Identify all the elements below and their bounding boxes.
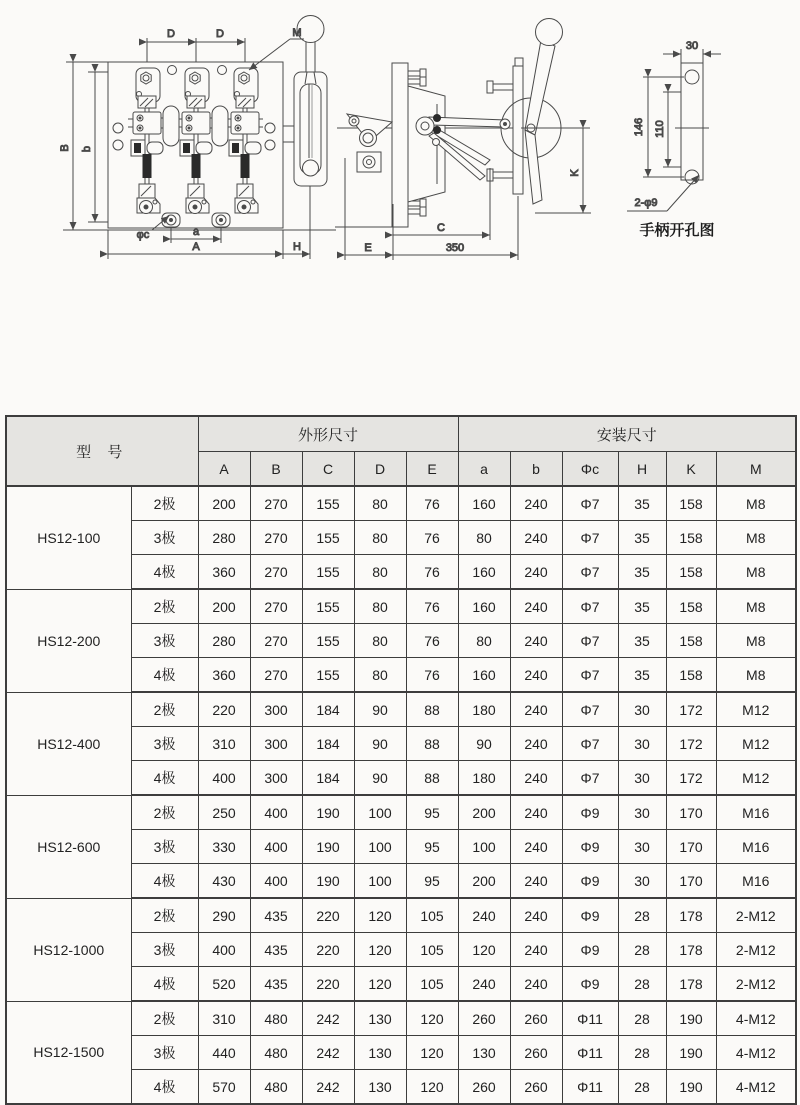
value-cell: 240 (510, 658, 562, 693)
value-cell: 172 (666, 692, 716, 727)
header-col-D: D (354, 452, 406, 487)
poles-cell: 4极 (131, 1070, 198, 1105)
value-cell: 260 (458, 1001, 510, 1036)
dim-label-H: H (293, 241, 301, 253)
value-cell: 172 (666, 727, 716, 761)
value-cell: 430 (198, 864, 250, 899)
value-cell: 300 (250, 692, 302, 727)
value-cell: 158 (666, 589, 716, 624)
value-cell: 90 (354, 727, 406, 761)
value-cell: 2-M12 (716, 967, 796, 1002)
value-cell: 178 (666, 967, 716, 1002)
model-cell: HS12-400 (6, 692, 131, 795)
value-cell: 155 (302, 486, 354, 521)
value-cell: 190 (302, 864, 354, 899)
header-col-A: A (198, 452, 250, 487)
dim-label-350: 350 (445, 242, 465, 254)
poles-cell: 3极 (131, 830, 198, 864)
value-cell: 190 (666, 1070, 716, 1105)
value-cell: Φ11 (562, 1001, 618, 1036)
handle-cutout-drawing (615, 25, 795, 260)
value-cell: 35 (618, 658, 666, 693)
header-col-E: E (406, 452, 458, 487)
value-cell: 28 (618, 933, 666, 967)
poles-cell: 4极 (131, 864, 198, 899)
poles-cell: 2极 (131, 898, 198, 933)
value-cell: Φ11 (562, 1070, 618, 1105)
value-cell: 240 (510, 589, 562, 624)
value-cell: 120 (354, 898, 406, 933)
poles-cell: 3极 (131, 521, 198, 555)
value-cell: 30 (618, 727, 666, 761)
value-cell: 80 (354, 624, 406, 658)
value-cell: 28 (618, 898, 666, 933)
value-cell: 184 (302, 761, 354, 796)
value-cell: 130 (354, 1001, 406, 1036)
value-cell: 105 (406, 933, 458, 967)
value-cell: 240 (510, 555, 562, 590)
value-cell: Φ7 (562, 589, 618, 624)
value-cell: Φ9 (562, 795, 618, 830)
value-cell: Φ9 (562, 933, 618, 967)
value-cell: 172 (666, 761, 716, 796)
value-cell: 570 (198, 1070, 250, 1105)
value-cell: 28 (618, 967, 666, 1002)
header-mounting-group: 安装尺寸 (458, 416, 796, 452)
value-cell: 260 (510, 1036, 562, 1070)
value-cell: 270 (250, 521, 302, 555)
value-cell: 155 (302, 624, 354, 658)
value-cell: 160 (458, 555, 510, 590)
value-cell: 90 (458, 727, 510, 761)
value-cell: 240 (510, 486, 562, 521)
value-cell: 155 (302, 658, 354, 693)
front-handle (283, 16, 327, 187)
value-cell: 280 (198, 521, 250, 555)
value-cell: Φ7 (562, 761, 618, 796)
side-handle (487, 19, 563, 205)
value-cell: 520 (198, 967, 250, 1002)
value-cell: 100 (354, 830, 406, 864)
value-cell: 88 (406, 692, 458, 727)
value-cell: 30 (618, 761, 666, 796)
value-cell: 158 (666, 521, 716, 555)
poles-cell: 2极 (131, 589, 198, 624)
value-cell: 240 (510, 864, 562, 899)
dim-label-d1: D (167, 28, 175, 40)
value-cell: 160 (458, 486, 510, 521)
value-cell: 35 (618, 486, 666, 521)
value-cell: 190 (666, 1036, 716, 1070)
value-cell: 120 (458, 933, 510, 967)
value-cell: M16 (716, 864, 796, 899)
value-cell: 4-M12 (716, 1001, 796, 1036)
value-cell: 158 (666, 555, 716, 590)
value-cell: 310 (198, 727, 250, 761)
value-cell: 280 (198, 624, 250, 658)
dim-label-phic: φc (136, 229, 150, 241)
value-cell: 240 (510, 692, 562, 727)
value-cell: 120 (406, 1036, 458, 1070)
value-cell: 240 (458, 967, 510, 1002)
table-row (6, 795, 796, 830)
value-cell: Φ7 (562, 624, 618, 658)
value-cell: 190 (666, 1001, 716, 1036)
value-cell: 80 (458, 521, 510, 555)
value-cell: 220 (302, 967, 354, 1002)
header-col-b: b (510, 452, 562, 487)
value-cell: 260 (510, 1070, 562, 1105)
value-cell: 155 (302, 589, 354, 624)
value-cell: 200 (198, 486, 250, 521)
value-cell: 178 (666, 933, 716, 967)
value-cell: 200 (198, 589, 250, 624)
value-cell: 155 (302, 521, 354, 555)
value-cell: 170 (666, 830, 716, 864)
value-cell: Φ7 (562, 692, 618, 727)
value-cell: 80 (354, 658, 406, 693)
value-cell: 95 (406, 795, 458, 830)
header-col-H: H (618, 452, 666, 487)
value-cell: 240 (510, 967, 562, 1002)
dim-label-C: C (437, 222, 445, 234)
value-cell: 270 (250, 589, 302, 624)
value-cell: 480 (250, 1036, 302, 1070)
value-cell: M8 (716, 521, 796, 555)
value-cell: 240 (510, 521, 562, 555)
value-cell: 400 (198, 761, 250, 796)
value-cell: M12 (716, 692, 796, 727)
value-cell: 76 (406, 624, 458, 658)
side-view-drawing (335, 8, 600, 268)
value-cell: 35 (618, 555, 666, 590)
value-cell: 80 (354, 555, 406, 590)
value-cell: Φ9 (562, 967, 618, 1002)
value-cell: 242 (302, 1036, 354, 1070)
value-cell: 260 (458, 1070, 510, 1105)
header-model: 型 号 (6, 416, 198, 486)
value-cell: 480 (250, 1001, 302, 1036)
value-cell: 200 (458, 795, 510, 830)
dim-label-E: E (364, 242, 372, 254)
value-cell: 400 (198, 933, 250, 967)
value-cell: 170 (666, 864, 716, 899)
poles-cell: 3极 (131, 1036, 198, 1070)
value-cell: 290 (198, 898, 250, 933)
value-cell: 105 (406, 967, 458, 1002)
header-col-phic: Φc (562, 452, 618, 487)
value-cell: Φ7 (562, 658, 618, 693)
value-cell: 158 (666, 624, 716, 658)
poles-cell: 3极 (131, 933, 198, 967)
value-cell: M16 (716, 795, 796, 830)
value-cell: 440 (198, 1036, 250, 1070)
table-row (6, 486, 796, 521)
value-cell: 250 (198, 795, 250, 830)
poles-cell: 2极 (131, 486, 198, 521)
value-cell: 120 (406, 1001, 458, 1036)
value-cell: 88 (406, 761, 458, 796)
value-cell: 200 (458, 864, 510, 899)
value-cell: 100 (354, 864, 406, 899)
value-cell: 155 (302, 555, 354, 590)
spec-table (5, 415, 797, 1105)
value-cell: 242 (302, 1070, 354, 1105)
value-cell: 260 (510, 1001, 562, 1036)
value-cell: 100 (354, 795, 406, 830)
value-cell: 270 (250, 624, 302, 658)
table-row (6, 1001, 796, 1036)
value-cell: M16 (716, 830, 796, 864)
value-cell: 130 (354, 1036, 406, 1070)
value-cell: 435 (250, 898, 302, 933)
value-cell: 80 (354, 589, 406, 624)
value-cell: Φ7 (562, 521, 618, 555)
poles-cell: 4极 (131, 967, 198, 1002)
poles-cell: 2极 (131, 1001, 198, 1036)
dim-label-30: 30 (685, 40, 699, 52)
value-cell: 330 (198, 830, 250, 864)
value-cell: Φ7 (562, 727, 618, 761)
value-cell: 270 (250, 658, 302, 693)
poles-cell: 4极 (131, 555, 198, 590)
value-cell: 360 (198, 555, 250, 590)
value-cell: Φ7 (562, 555, 618, 590)
poles-cell: 3极 (131, 624, 198, 658)
spec-table-wrap (5, 415, 795, 1105)
value-cell: Φ7 (562, 486, 618, 521)
dim-label-B: B (59, 144, 71, 152)
header-col-C: C (302, 452, 354, 487)
value-cell: 400 (250, 864, 302, 899)
value-cell: 184 (302, 727, 354, 761)
value-cell: 240 (458, 898, 510, 933)
value-cell: 300 (250, 761, 302, 796)
poles-cell: 3极 (131, 727, 198, 761)
value-cell: 30 (618, 864, 666, 899)
value-cell: 4-M12 (716, 1036, 796, 1070)
value-cell: 180 (458, 692, 510, 727)
value-cell: 28 (618, 1001, 666, 1036)
value-cell: 180 (458, 761, 510, 796)
value-cell: 240 (510, 761, 562, 796)
value-cell: 120 (354, 967, 406, 1002)
value-cell: M8 (716, 486, 796, 521)
table-row (6, 589, 796, 624)
value-cell: 2-M12 (716, 933, 796, 967)
value-cell: 35 (618, 624, 666, 658)
model-cell: HS12-1500 (6, 1001, 131, 1104)
value-cell: 80 (354, 521, 406, 555)
header-col-K: K (666, 452, 716, 487)
poles-cell: 2极 (131, 692, 198, 727)
value-cell: 76 (406, 521, 458, 555)
dim-label-d2: D (216, 28, 224, 40)
cutout-caption: 手柄开孔图 (639, 222, 715, 239)
dim-label-holes: 2-φ9 (634, 197, 658, 209)
value-cell: 240 (510, 795, 562, 830)
value-cell: M12 (716, 727, 796, 761)
value-cell: 88 (406, 727, 458, 761)
header-col-B: B (250, 452, 302, 487)
value-cell: M12 (716, 761, 796, 796)
value-cell: 220 (302, 933, 354, 967)
value-cell: 28 (618, 1070, 666, 1105)
value-cell: 76 (406, 658, 458, 693)
value-cell: 28 (618, 1036, 666, 1070)
value-cell: 178 (666, 898, 716, 933)
value-cell: 95 (406, 864, 458, 899)
value-cell: 240 (510, 727, 562, 761)
value-cell: 184 (302, 692, 354, 727)
value-cell: 190 (302, 830, 354, 864)
value-cell: 240 (510, 830, 562, 864)
poles-cell: 4极 (131, 658, 198, 693)
front-view-drawing (48, 8, 338, 268)
value-cell: 240 (510, 933, 562, 967)
value-cell: 130 (458, 1036, 510, 1070)
value-cell: 170 (666, 795, 716, 830)
value-cell: 90 (354, 761, 406, 796)
value-cell: 360 (198, 658, 250, 693)
value-cell: 242 (302, 1001, 354, 1036)
dim-label-m: M (292, 27, 302, 39)
model-cell: HS12-200 (6, 589, 131, 692)
value-cell: 80 (354, 486, 406, 521)
dim-label-110: 110 (654, 120, 666, 138)
value-cell: 190 (302, 795, 354, 830)
cutout-slot (675, 63, 709, 184)
value-cell: 435 (250, 967, 302, 1002)
poles-cell: 4极 (131, 761, 198, 796)
dim-label-K: K (569, 169, 581, 177)
poles-cell: 2极 (131, 795, 198, 830)
value-cell: 80 (458, 624, 510, 658)
value-cell: M8 (716, 658, 796, 693)
value-cell: 240 (510, 898, 562, 933)
value-cell: 30 (618, 692, 666, 727)
value-cell: 130 (354, 1070, 406, 1105)
model-cell: HS12-600 (6, 795, 131, 898)
dim-label-146: 146 (633, 117, 645, 137)
spec-table-body (6, 486, 796, 1104)
cutout-dimensions (627, 40, 721, 211)
value-cell: 120 (406, 1070, 458, 1105)
value-cell: 240 (510, 624, 562, 658)
value-cell: M8 (716, 624, 796, 658)
value-cell: 220 (198, 692, 250, 727)
value-cell: 30 (618, 795, 666, 830)
value-cell: 160 (458, 589, 510, 624)
model-cell: HS12-1000 (6, 898, 131, 1001)
header-col-a: a (458, 452, 510, 487)
value-cell: 270 (250, 555, 302, 590)
value-cell: Φ9 (562, 864, 618, 899)
value-cell: 76 (406, 486, 458, 521)
value-cell: 480 (250, 1070, 302, 1105)
value-cell: 158 (666, 486, 716, 521)
value-cell: 76 (406, 555, 458, 590)
value-cell: 300 (250, 727, 302, 761)
model-cell: HS12-100 (6, 486, 131, 589)
value-cell: 4-M12 (716, 1070, 796, 1105)
value-cell: Φ9 (562, 830, 618, 864)
dim-label-A: A (192, 241, 200, 253)
value-cell: 30 (618, 830, 666, 864)
value-cell: 400 (250, 795, 302, 830)
value-cell: 160 (458, 658, 510, 693)
value-cell: M8 (716, 589, 796, 624)
value-cell: 400 (250, 830, 302, 864)
value-cell: 220 (302, 898, 354, 933)
value-cell: Φ9 (562, 898, 618, 933)
value-cell: 270 (250, 486, 302, 521)
value-cell: 105 (406, 898, 458, 933)
value-cell: 95 (406, 830, 458, 864)
value-cell: 158 (666, 658, 716, 693)
value-cell: Φ11 (562, 1036, 618, 1070)
header-outline-group: 外形尺寸 (198, 416, 458, 452)
value-cell: 35 (618, 589, 666, 624)
value-cell: 435 (250, 933, 302, 967)
table-header (6, 416, 796, 486)
value-cell: 90 (354, 692, 406, 727)
dim-label-a: a (192, 226, 200, 238)
table-row (6, 692, 796, 727)
value-cell: 76 (406, 589, 458, 624)
value-cell: M8 (716, 555, 796, 590)
value-cell: 35 (618, 521, 666, 555)
dim-label-b: b (81, 145, 93, 153)
header-col-M: M (716, 452, 796, 487)
value-cell: 310 (198, 1001, 250, 1036)
value-cell: 100 (458, 830, 510, 864)
value-cell: 120 (354, 933, 406, 967)
value-cell: 2-M12 (716, 898, 796, 933)
table-row (6, 898, 796, 933)
